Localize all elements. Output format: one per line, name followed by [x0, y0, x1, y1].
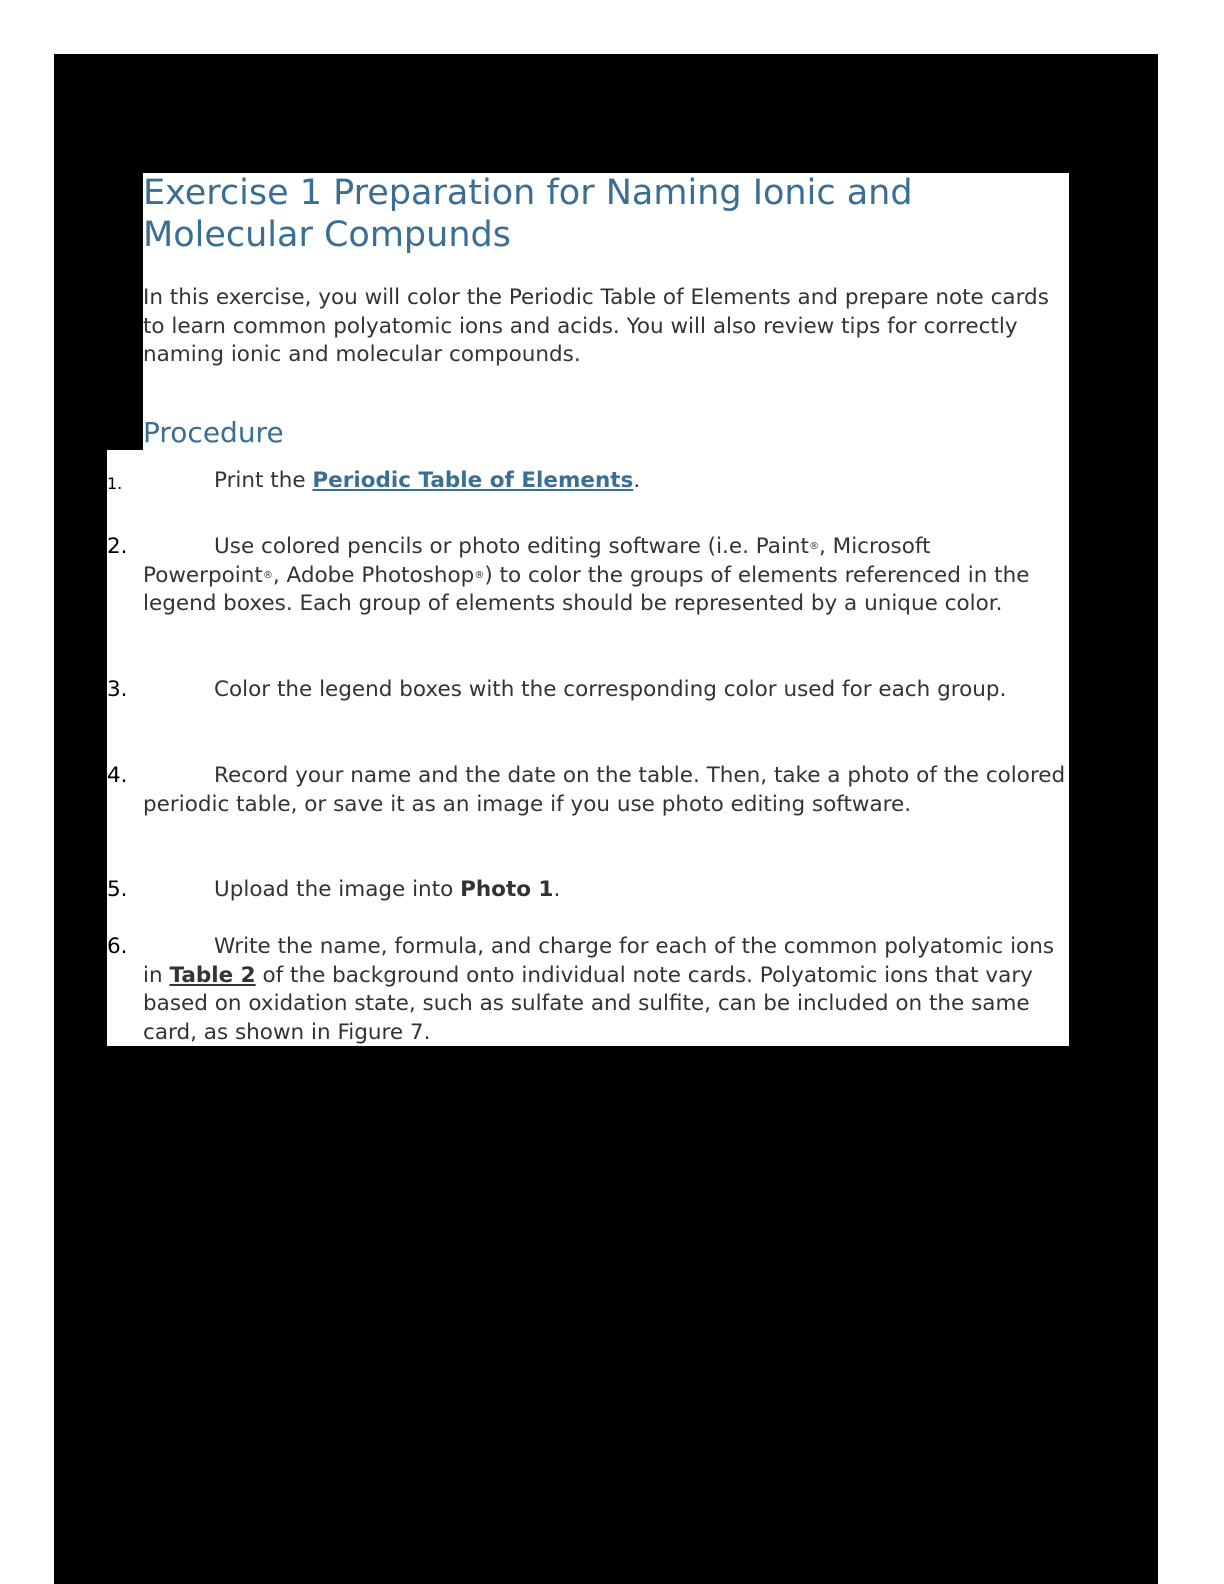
step-text: . [553, 877, 561, 902]
step-text: Record your name and the date on the table. Then, take a photo of the colored periodic table, or save it as an image if you use photo editing software. [143, 763, 1066, 817]
step-number: 5. [107, 877, 128, 902]
step-text: , Adobe Photoshop [272, 562, 475, 588]
page-title: Exercise 1 Preparation for Naming Ionic and Molecular Compunds [143, 173, 913, 255]
periodic-table-link[interactable]: Periodic Table of Elements [312, 468, 634, 493]
table-2-link[interactable]: Table 2 [169, 962, 256, 988]
step-number: 6. [107, 934, 128, 959]
step-text: Color the legend boxes with the corresponding color used for each group. [214, 677, 1007, 702]
step-number: 4. [107, 763, 128, 788]
step-text: ) to color the groups of elements referenced in the legend boxes. Each group of elements should be represented by a unique color. [143, 562, 1030, 616]
procedure-step-6 [107, 933, 1067, 1047]
registered-mark: ® [474, 569, 485, 581]
procedure-step-5 [107, 876, 1067, 905]
registered-mark: ® [808, 541, 819, 552]
registered-mark: ® [262, 569, 273, 581]
step-text: Upload the image into [214, 877, 461, 902]
intro-paragraph: In this exercise, you will color the Periodic Table of Elements and prepare note cards to learn common polyatomic ions and acids. You will also review tips for correctly naming ionic and molecular compounds. [143, 285, 1049, 367]
step-text: Print the [214, 468, 313, 493]
step-text: Use colored pencils or photo editing software (i.e. Paint [214, 534, 809, 559]
step-text: , Microsoft Powerpoint [143, 534, 931, 588]
step-text: of the background onto individual note cards. Polyatomic ions that vary based on oxidation state, such as sulfate and sulfite, can be included on the same card, as shown in Figure 7. [143, 962, 1033, 1045]
procedure-step-2 [107, 533, 1067, 619]
step-text: . [633, 468, 641, 493]
procedure-step-1 [107, 467, 1067, 496]
step-number: 1. [107, 474, 123, 493]
procedure-heading: Procedure [143, 416, 284, 449]
procedure-step-3 [107, 676, 1067, 705]
procedure-step-4 [107, 762, 1067, 819]
photo-1-reference: Photo 1 [460, 877, 554, 902]
step-text: Write the name, formula, and charge for each of the common polyatomic ions in [143, 934, 1055, 988]
step-number: 3. [107, 677, 128, 702]
step-number: 2. [107, 534, 128, 559]
